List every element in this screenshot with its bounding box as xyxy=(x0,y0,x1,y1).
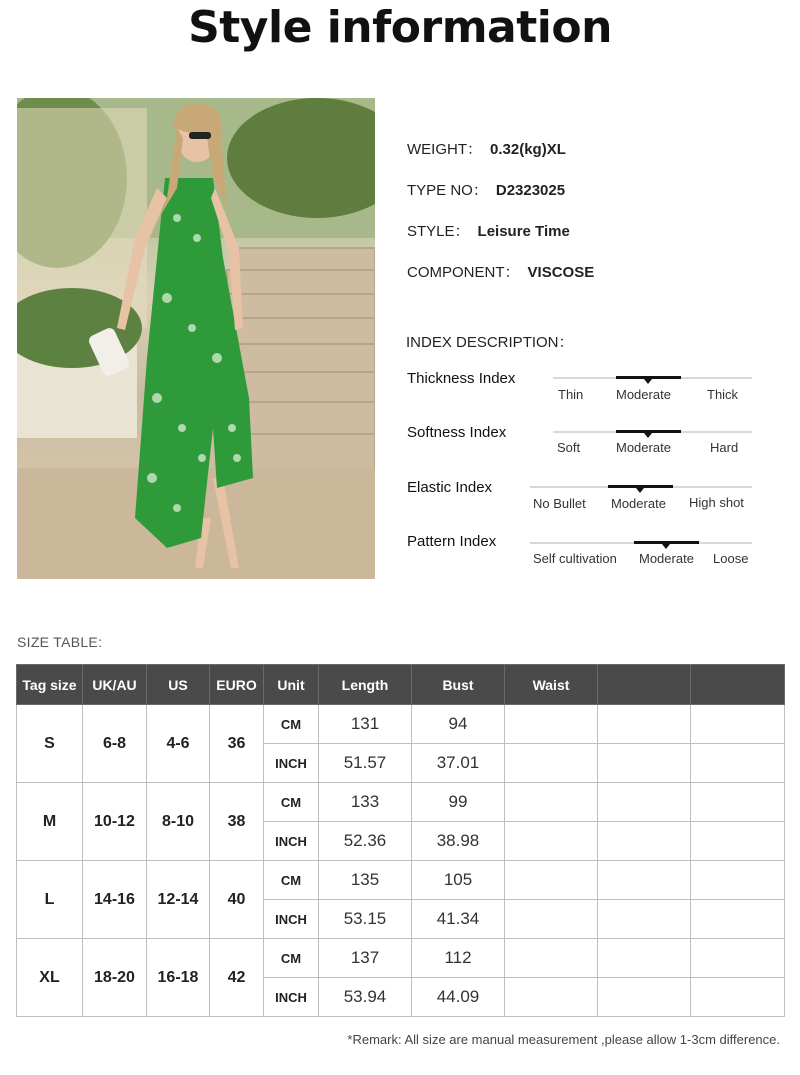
size-table-caption: SIZE TABLE: xyxy=(17,634,103,650)
spec-style-value: Leisure Time xyxy=(477,223,570,240)
header-tag-size: Tag size xyxy=(17,665,83,705)
empty-cell xyxy=(598,822,691,861)
spec-component xyxy=(407,261,594,282)
unit-cell: CM xyxy=(264,939,319,978)
length-cell: 135 xyxy=(319,861,412,900)
waist-cell xyxy=(505,783,598,822)
euro-cell: 40 xyxy=(210,861,264,939)
tag-size-cell: M xyxy=(17,783,83,861)
dress-illustration xyxy=(17,98,375,579)
header-euro: EURO xyxy=(210,665,264,705)
product-photo xyxy=(17,98,375,579)
waist-cell xyxy=(505,705,598,744)
empty-cell xyxy=(691,900,785,939)
bust-cell: 99 xyxy=(412,783,505,822)
elastic-index-label: Elastic Index xyxy=(407,479,493,496)
waist-cell xyxy=(505,939,598,978)
spec-type-no xyxy=(407,179,565,200)
waist-cell xyxy=(505,744,598,783)
unit-cell: CM xyxy=(264,783,319,822)
elastic-marker-icon xyxy=(636,488,644,493)
uk-au-cell: 6-8 xyxy=(83,705,147,783)
waist-cell xyxy=(505,900,598,939)
empty-cell xyxy=(691,783,785,822)
tag-size-cell: L xyxy=(17,861,83,939)
elastic-option-high-shot: High shot xyxy=(689,495,744,510)
empty-cell xyxy=(691,822,785,861)
length-cell: 52.36 xyxy=(319,822,412,861)
length-cell: 51.57 xyxy=(319,744,412,783)
tag-size-cell: S xyxy=(17,705,83,783)
elastic-option-moderate: Moderate xyxy=(611,496,666,511)
table-row xyxy=(17,939,785,978)
pattern-index-label: Pattern Index xyxy=(407,533,497,550)
thickness-option-moderate: Moderate xyxy=(616,387,671,402)
euro-cell: 42 xyxy=(210,939,264,1017)
header-waist: Waist xyxy=(505,665,598,705)
empty-cell xyxy=(691,978,785,1017)
header-us: US xyxy=(147,665,210,705)
length-cell: 53.94 xyxy=(319,978,412,1017)
table-row xyxy=(17,783,785,822)
unit-cell: INCH xyxy=(264,900,319,939)
softness-index-label: Softness Index xyxy=(407,424,507,441)
index-description-title: INDEX DESCRIPTION： xyxy=(406,334,574,351)
empty-cell xyxy=(691,861,785,900)
bust-cell: 105 xyxy=(412,861,505,900)
us-cell: 12-14 xyxy=(147,861,210,939)
us-cell: 8-10 xyxy=(147,783,210,861)
pattern-marker-icon xyxy=(662,544,670,549)
spec-component-value: VISCOSE xyxy=(527,264,595,281)
unit-cell: INCH xyxy=(264,744,319,783)
length-cell: 133 xyxy=(319,783,412,822)
spec-style-key: STYLE： xyxy=(407,223,470,240)
empty-cell xyxy=(598,900,691,939)
empty-cell xyxy=(598,861,691,900)
empty-cell xyxy=(598,705,691,744)
length-cell: 137 xyxy=(319,939,412,978)
thickness-marker-icon xyxy=(644,379,652,384)
thickness-option-thin: Thin xyxy=(558,387,584,402)
pattern-option-moderate: Moderate xyxy=(639,551,694,566)
elastic-option-no-bullet: No Bullet xyxy=(533,496,586,511)
length-cell: 53.15 xyxy=(319,900,412,939)
header-empty-2 xyxy=(691,665,785,705)
unit-cell: CM xyxy=(264,705,319,744)
spec-weight-key: WEIGHT： xyxy=(407,141,482,158)
header-bust: Bust xyxy=(412,665,505,705)
bust-cell: 38.98 xyxy=(412,822,505,861)
remark-text: *Remark: All size are manual measurement ,please allow 1-3cm difference. xyxy=(347,1032,780,1047)
uk-au-cell: 10-12 xyxy=(83,783,147,861)
table-row xyxy=(17,861,785,900)
softness-marker-icon xyxy=(644,433,652,438)
header-empty-1 xyxy=(598,665,691,705)
header-length: Length xyxy=(319,665,412,705)
empty-cell xyxy=(598,783,691,822)
euro-cell: 36 xyxy=(210,705,264,783)
softness-option-moderate: Moderate xyxy=(616,440,671,455)
header-uk-au: UK/AU xyxy=(83,665,147,705)
pattern-option-loose: Loose xyxy=(713,551,749,566)
empty-cell xyxy=(691,705,785,744)
uk-au-cell: 14-16 xyxy=(83,861,147,939)
uk-au-cell: 18-20 xyxy=(83,939,147,1017)
table-row xyxy=(17,705,785,744)
us-cell: 4-6 xyxy=(147,705,210,783)
thickness-index-label: Thickness Index xyxy=(407,370,516,387)
empty-cell xyxy=(691,744,785,783)
us-cell: 16-18 xyxy=(147,939,210,1017)
header-unit: Unit xyxy=(264,665,319,705)
empty-cell xyxy=(598,744,691,783)
size-table xyxy=(16,664,785,1017)
pattern-option-self-cultivation: Self cultivation xyxy=(533,551,617,566)
euro-cell: 38 xyxy=(210,783,264,861)
page-title: Style information xyxy=(188,2,612,53)
thickness-option-thick: Thick xyxy=(707,387,739,402)
empty-cell xyxy=(598,978,691,1017)
empty-cell xyxy=(598,939,691,978)
spec-type-no-key: TYPE NO： xyxy=(407,182,488,199)
spec-component-key: COMPONENT： xyxy=(407,264,520,281)
spec-type-no-value: D2323025 xyxy=(495,182,566,199)
softness-option-soft: Soft xyxy=(557,440,581,455)
tag-size-cell: XL xyxy=(17,939,83,1017)
softness-option-hard: Hard xyxy=(710,440,739,455)
unit-cell: INCH xyxy=(264,822,319,861)
unit-cell: INCH xyxy=(264,978,319,1017)
bust-cell: 44.09 xyxy=(412,978,505,1017)
waist-cell xyxy=(505,822,598,861)
unit-cell: CM xyxy=(264,861,319,900)
spec-weight-value: 0.32(kg)XL xyxy=(490,141,566,158)
bust-cell: 94 xyxy=(412,705,505,744)
size-table-header-row xyxy=(17,665,785,705)
waist-cell xyxy=(505,861,598,900)
spec-weight xyxy=(407,138,566,159)
empty-cell xyxy=(691,939,785,978)
waist-cell xyxy=(505,978,598,1017)
bust-cell: 41.34 xyxy=(412,900,505,939)
spec-style xyxy=(407,220,570,241)
length-cell: 131 xyxy=(319,705,412,744)
bust-cell: 112 xyxy=(412,939,505,978)
bust-cell: 37.01 xyxy=(412,744,505,783)
